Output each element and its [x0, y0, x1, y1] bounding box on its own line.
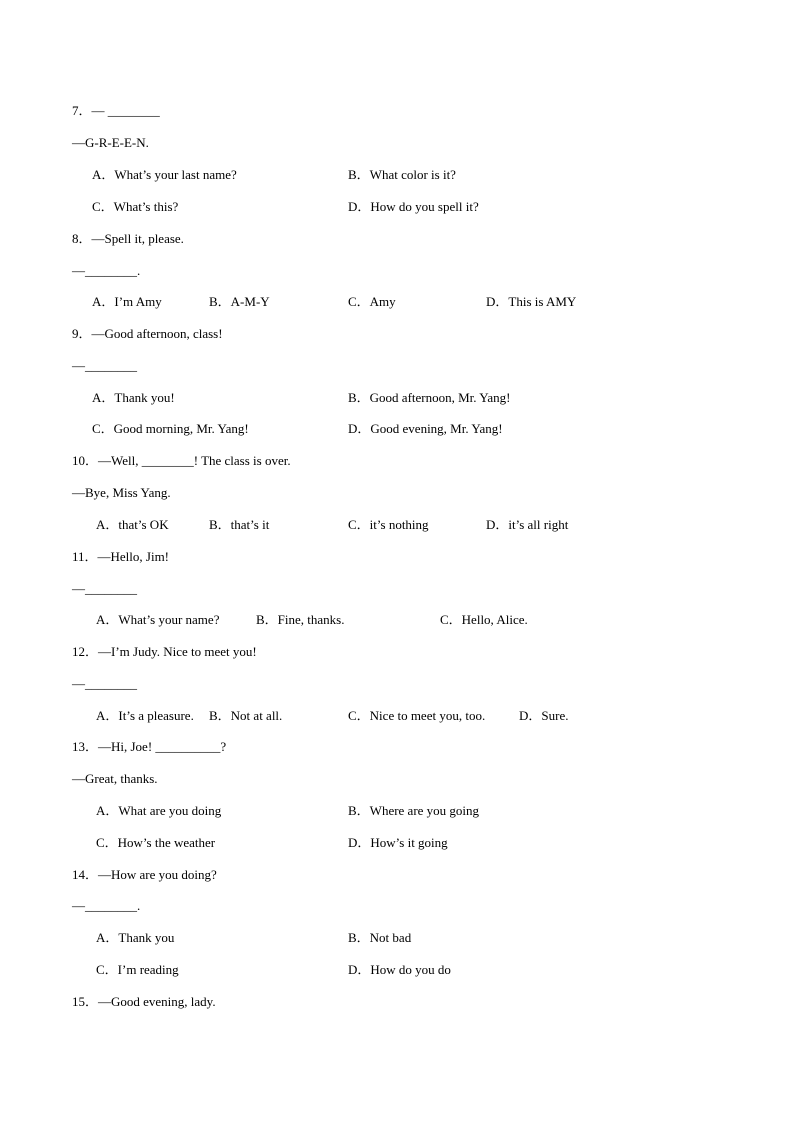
question-9-option-d[interactable]: D．Good evening, Mr. Yang!	[348, 421, 503, 436]
question-7-option-a[interactable]: A．What’s your last name?	[92, 167, 237, 182]
question-14-option-d[interactable]: D．How do you do	[348, 962, 451, 977]
question-7-stem: 7．— ________	[72, 103, 160, 118]
question-8-option-b[interactable]: B．A-M-Y	[209, 294, 270, 309]
question-9-option-a[interactable]: A．Thank you!	[92, 390, 175, 405]
question-11-option-a[interactable]: A．What’s your name?	[96, 612, 220, 627]
question-12-option-a[interactable]: A．It’s a pleasure.	[96, 708, 194, 723]
question-14-option-c[interactable]: C．I’m reading	[96, 962, 179, 977]
question-11-option-c[interactable]: C．Hello, Alice.	[440, 612, 528, 627]
question-12-option-b[interactable]: B．Not at all.	[209, 708, 283, 723]
question-15-stem: 15．—Good evening, lady.	[72, 994, 216, 1009]
question-9-reply: —________	[72, 358, 137, 373]
question-14-reply: —________.	[72, 898, 141, 913]
question-10-option-a[interactable]: A．that’s OK	[96, 517, 169, 532]
question-10-reply: —Bye, Miss Yang.	[72, 485, 171, 500]
question-12-option-c[interactable]: C．Nice to meet you, too.	[348, 708, 486, 723]
question-13-option-d[interactable]: D．How’s it going	[348, 835, 448, 850]
question-8-option-a[interactable]: A．I’m Amy	[92, 294, 162, 309]
question-7-option-b[interactable]: B．What color is it?	[348, 167, 456, 182]
question-7-option-d[interactable]: D．How do you spell it?	[348, 199, 479, 214]
question-12-reply: —________	[72, 676, 137, 691]
question-12-stem: 12．—I’m Judy. Nice to meet you!	[72, 644, 257, 659]
question-13-option-c[interactable]: C．How’s the weather	[96, 835, 216, 850]
question-13-stem: 13．—Hi, Joe! __________?	[72, 739, 227, 754]
question-10-option-c[interactable]: C．it’s nothing	[348, 517, 429, 532]
question-13-option-b[interactable]: B．Where are you going	[348, 803, 480, 818]
question-12-option-d[interactable]: D．Sure.	[519, 708, 569, 723]
question-9-option-c[interactable]: C．Good morning, Mr. Yang!	[92, 421, 249, 436]
question-10-stem: 10．—Well, ________! The class is over.	[72, 453, 291, 468]
question-10-option-b[interactable]: B．that’s it	[209, 517, 270, 532]
question-13-option-a[interactable]: A．What are you doing	[96, 803, 222, 818]
question-9-option-b[interactable]: B．Good afternoon, Mr. Yang!	[348, 390, 511, 405]
question-14-option-a[interactable]: A．Thank you	[96, 930, 175, 945]
question-7-reply: —G-R-E-E-N.	[72, 135, 149, 150]
question-11-reply: —________	[72, 581, 137, 596]
question-8-option-d[interactable]: D．This is AMY	[486, 294, 577, 309]
question-8-stem: 8．—Spell it, please.	[72, 231, 184, 246]
question-11-stem: 11．—Hello, Jim!	[72, 549, 170, 564]
question-8-reply: —________.	[72, 263, 141, 278]
question-9-stem: 9．—Good afternoon, class!	[72, 326, 223, 341]
question-10-option-d[interactable]: D．it’s all right	[486, 517, 569, 532]
question-13-reply: —Great, thanks.	[72, 771, 158, 786]
question-14-option-b[interactable]: B．Not bad	[348, 930, 412, 945]
question-7-option-c[interactable]: C．What’s this?	[92, 199, 179, 214]
question-11-option-b[interactable]: B．Fine, thanks.	[256, 612, 345, 627]
question-14-stem: 14．—How are you doing?	[72, 867, 217, 882]
question-8-option-c[interactable]: C．Amy	[348, 294, 396, 309]
